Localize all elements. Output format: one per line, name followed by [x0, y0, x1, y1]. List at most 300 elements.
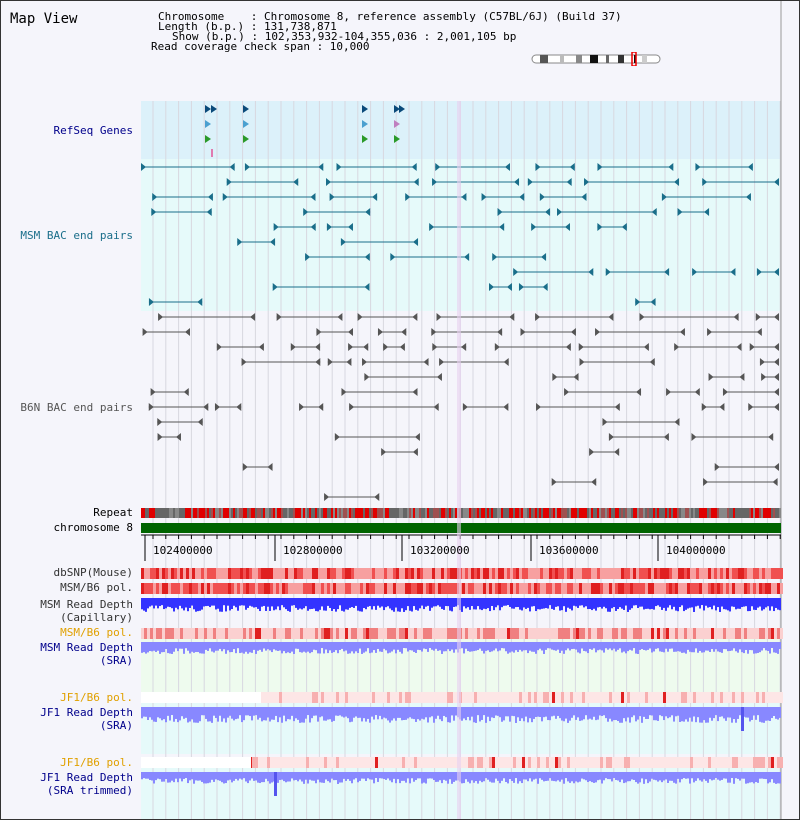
heat-cell	[531, 568, 534, 579]
depth-bar	[235, 772, 237, 779]
bac-end-marker	[207, 208, 212, 216]
depth-bar	[287, 707, 289, 719]
heat-cell	[147, 628, 150, 639]
depth-bar	[447, 772, 449, 784]
bac-end-marker	[774, 343, 779, 351]
heat-cell	[321, 757, 324, 768]
depth-bar	[509, 707, 511, 722]
heat-cell	[585, 628, 588, 639]
depth-bar	[381, 642, 383, 652]
depth-bar	[635, 707, 637, 721]
depth-bar	[337, 707, 339, 716]
depth-bar	[439, 642, 441, 650]
depth-bar	[255, 598, 257, 607]
heat-cell	[291, 692, 294, 703]
bac-end-marker	[567, 178, 572, 186]
depth-bar	[435, 598, 437, 606]
repeat-cell	[703, 508, 705, 518]
heat-cell	[423, 628, 426, 639]
depth-bar	[267, 598, 269, 607]
depth-bar	[547, 598, 549, 609]
gene-feature	[394, 135, 400, 143]
heat-cell	[711, 583, 714, 594]
depth-bar	[643, 598, 645, 609]
bac-end-marker	[335, 433, 340, 441]
depth-bar	[489, 642, 491, 652]
depth-bar	[695, 598, 697, 606]
heat-cell	[555, 757, 558, 768]
heat-cell	[270, 757, 273, 768]
depth-bar	[235, 598, 237, 607]
depth-bar	[373, 642, 375, 650]
heat-cell	[378, 628, 381, 639]
depth-bar	[563, 707, 565, 721]
depth-bar	[379, 642, 381, 651]
heat-cell	[741, 628, 744, 639]
depth-bar	[617, 598, 619, 609]
repeat-cell	[369, 508, 371, 518]
depth-bar	[609, 598, 611, 612]
depth-bar	[747, 772, 749, 783]
heat-cell	[780, 757, 783, 768]
coverage-span-info: Read coverage check span : 10,000	[151, 40, 370, 53]
bac-end-marker	[589, 448, 594, 456]
depth-bar	[633, 707, 635, 715]
bac-end-marker	[184, 388, 189, 396]
heat-cell	[309, 757, 312, 768]
depth-bar	[431, 707, 433, 716]
heat-cell	[540, 628, 543, 639]
depth-bar	[475, 598, 477, 609]
depth-bar	[223, 598, 225, 605]
heat-cell	[189, 583, 192, 594]
repeat-cell	[493, 508, 495, 518]
repeat-cell	[439, 508, 441, 518]
heat-cell	[414, 692, 417, 703]
depth-bar	[185, 707, 187, 718]
bac-end-marker	[519, 283, 524, 291]
bac-end-marker	[141, 163, 146, 171]
heat-cell	[267, 628, 270, 639]
depth-bar	[325, 772, 327, 779]
depth-bar	[653, 598, 655, 610]
depth-bar	[253, 707, 255, 716]
heat-cell	[357, 568, 360, 579]
depth-bar	[619, 707, 621, 723]
depth-bar	[573, 642, 575, 649]
heat-cell	[495, 583, 498, 594]
depth-bar	[259, 642, 261, 650]
repeat-cell	[351, 508, 353, 518]
heat-cell	[228, 568, 231, 579]
heat-cell	[141, 583, 144, 594]
depth-bar	[599, 707, 601, 715]
heat-cell	[717, 692, 720, 703]
heat-cell	[669, 692, 672, 703]
heat-cell	[390, 692, 393, 703]
depth-bar	[587, 642, 589, 653]
repeat-cell	[237, 508, 239, 518]
heat-cell	[285, 583, 288, 594]
depth-bar	[373, 707, 375, 719]
repeat-cell	[495, 508, 497, 518]
repeat-cell	[171, 508, 173, 518]
depth-bar	[565, 598, 567, 612]
bac-end-marker	[346, 358, 351, 366]
depth-bar	[187, 642, 189, 651]
heat-cell	[363, 628, 366, 639]
depth-bar	[377, 707, 379, 719]
repeat-cell	[361, 508, 363, 518]
depth-bar	[507, 707, 509, 716]
heat-cell	[273, 568, 276, 579]
heat-cell	[765, 692, 768, 703]
heat-cell	[417, 692, 420, 703]
heat-cell	[420, 568, 423, 579]
repeat-cell	[375, 508, 377, 518]
heat-cell	[675, 757, 678, 768]
heat-cell	[396, 757, 399, 768]
heat-cell	[726, 583, 729, 594]
heat-cell	[690, 628, 693, 639]
heat-cell	[330, 692, 333, 703]
depth-bar	[343, 598, 345, 612]
heat-cell	[375, 628, 378, 639]
bac-end-marker	[565, 223, 570, 231]
depth-bar	[337, 598, 339, 609]
depth-bar	[243, 642, 245, 654]
depth-bar	[421, 598, 423, 606]
heat-cell	[552, 757, 555, 768]
depth-bar	[597, 707, 599, 720]
heat-cell	[663, 568, 666, 579]
heat-cell	[291, 568, 294, 579]
heat-cell	[444, 692, 447, 703]
depth-bar	[761, 772, 763, 779]
heat-cell	[663, 628, 666, 639]
heat-cell	[198, 568, 201, 579]
bac-end-marker	[695, 388, 700, 396]
heat-cell	[741, 568, 744, 579]
heat-cell	[576, 583, 579, 594]
depth-bar	[641, 772, 643, 778]
heat-cell	[633, 583, 636, 594]
heat-cell	[624, 568, 627, 579]
repeat-cell	[353, 508, 355, 518]
heat-cell	[660, 568, 663, 579]
repeat-cell	[359, 508, 361, 518]
depth-bar	[193, 772, 195, 784]
depth-bar	[429, 642, 431, 648]
depth-bar	[193, 598, 195, 609]
depth-bar	[273, 707, 275, 720]
repeat-cell	[533, 508, 535, 518]
heat-cell	[621, 568, 624, 579]
repeat-cell	[471, 508, 473, 518]
repeat-cell	[515, 508, 517, 518]
depth-bar	[473, 642, 475, 651]
heat-cell	[426, 628, 429, 639]
heat-cell	[381, 628, 384, 639]
depth-bar	[773, 642, 775, 652]
depth-bar	[445, 642, 447, 651]
depth-bar	[337, 772, 339, 784]
depth-bar	[229, 598, 231, 610]
depth-bar	[327, 772, 329, 781]
heat-cell	[462, 628, 465, 639]
bac-end-marker	[400, 343, 405, 351]
repeat-cell	[601, 508, 603, 518]
depth-bar	[289, 642, 291, 653]
heat-cell	[267, 692, 270, 703]
heat-cell	[294, 692, 297, 703]
repeat-cell	[405, 508, 407, 518]
repeat-cell	[593, 508, 595, 518]
heat-cell	[582, 583, 585, 594]
depth-bar	[309, 772, 311, 780]
depth-bar	[435, 707, 437, 719]
bac-end-marker	[566, 343, 571, 351]
repeat-cell	[179, 508, 181, 518]
depth-bar	[565, 707, 567, 719]
depth-bar	[243, 598, 245, 606]
depth-bar	[391, 772, 393, 782]
repeat-cell	[737, 508, 739, 518]
depth-bar	[543, 598, 545, 609]
repeat-cell	[149, 508, 151, 518]
depth-bar	[347, 707, 349, 718]
depth-bar	[441, 772, 443, 783]
repeat-cell	[611, 508, 613, 518]
depth-bar	[489, 707, 491, 721]
depth-bar	[345, 598, 347, 609]
heat-cell	[762, 628, 765, 639]
heat-cell	[330, 628, 333, 639]
depth-bar	[361, 707, 363, 721]
repeat-cell	[537, 508, 539, 518]
heat-cell	[411, 583, 414, 594]
repeat-cell	[209, 508, 211, 518]
heat-cell	[774, 628, 777, 639]
bac-end-marker	[748, 163, 753, 171]
depth-bar	[767, 598, 769, 606]
depth-bar	[523, 772, 525, 779]
bac-end-marker	[651, 298, 656, 306]
depth-bar	[537, 642, 539, 650]
depth-bar	[681, 598, 683, 605]
heat-cell	[630, 568, 633, 579]
repeat-cell	[283, 508, 285, 518]
repeat-cell	[419, 508, 421, 518]
depth-bar	[641, 598, 643, 607]
heat-cell	[468, 568, 471, 579]
heat-cell	[465, 692, 468, 703]
heat-cell	[219, 568, 222, 579]
heat-cell	[432, 628, 435, 639]
repeat-cell	[597, 508, 599, 518]
bac-end-marker	[760, 358, 765, 366]
heat-cell	[726, 692, 729, 703]
heat-cell	[429, 757, 432, 768]
depth-bar	[563, 598, 565, 606]
heat-cell	[366, 692, 369, 703]
heat-cell	[576, 628, 579, 639]
depth-bar	[387, 642, 389, 653]
heat-cell	[594, 628, 597, 639]
heat-cell	[573, 692, 576, 703]
depth-bar	[579, 598, 581, 606]
depth-bar	[665, 642, 667, 649]
repeat-cell	[527, 508, 529, 518]
repeat-cell	[167, 508, 169, 518]
heat-cell	[177, 583, 180, 594]
depth-bar	[303, 598, 305, 608]
heat-cell	[435, 568, 438, 579]
repeat-cell	[335, 508, 337, 518]
heat-cell	[309, 583, 312, 594]
depth-bar	[631, 642, 633, 651]
repeat-cell	[415, 508, 417, 518]
depth-bar	[345, 642, 347, 651]
depth-bar	[505, 642, 507, 651]
depth-bar	[643, 642, 645, 650]
repeat-cell	[441, 508, 443, 518]
repeat-cell	[549, 508, 551, 518]
depth-bar	[555, 642, 557, 651]
repeat-cell	[485, 508, 487, 518]
heat-cell	[747, 568, 750, 579]
depth-bar	[503, 772, 505, 778]
repeat-cell	[231, 508, 233, 518]
heat-cell	[597, 568, 600, 579]
repeat-cell	[253, 508, 255, 518]
depth-bar	[591, 707, 593, 720]
depth-bar	[387, 772, 389, 778]
depth-bar	[153, 772, 155, 784]
depth-bar	[237, 642, 239, 648]
heat-cell	[462, 692, 465, 703]
depth-bar	[279, 707, 281, 717]
depth-bar	[175, 772, 177, 779]
bac-end-marker	[774, 313, 779, 321]
depth-bar	[509, 598, 511, 607]
depth-bar	[395, 642, 397, 653]
depth-bar	[489, 772, 491, 782]
depth-bar	[211, 707, 213, 723]
heat-cell	[195, 568, 198, 579]
depth-bar	[713, 772, 715, 780]
depth-bar	[221, 707, 223, 722]
heat-cell	[606, 583, 609, 594]
depth-bar	[699, 772, 701, 780]
repeat-cell	[635, 508, 637, 518]
bac-end-marker	[746, 193, 751, 201]
heat-cell	[345, 757, 348, 768]
heat-cell	[255, 628, 258, 639]
heat-cell	[270, 568, 273, 579]
depth-bar	[379, 772, 381, 778]
depth-bar	[143, 642, 145, 652]
heat-cell	[369, 568, 372, 579]
depth-bar	[597, 642, 599, 650]
heat-cell	[438, 692, 441, 703]
heat-cell	[513, 757, 516, 768]
depth-bar	[429, 598, 431, 611]
depth-bar	[271, 707, 273, 720]
repeat-cell	[187, 508, 189, 518]
depth-bar	[151, 707, 153, 720]
heat-cell	[306, 757, 309, 768]
depth-bar	[329, 598, 331, 608]
heat-cell	[177, 568, 180, 579]
depth-bar	[269, 707, 271, 721]
depth-bar	[283, 642, 285, 651]
depth-bar	[579, 642, 581, 653]
depth-bar	[333, 598, 335, 609]
depth-bar	[431, 772, 433, 779]
heat-cell	[591, 692, 594, 703]
track-label-msm-depth-sra-sub: (SRA)	[99, 654, 133, 667]
heat-cell	[453, 583, 456, 594]
heat-cell	[654, 757, 657, 768]
heat-cell	[228, 628, 231, 639]
heat-cell	[651, 568, 654, 579]
depth-bar	[557, 642, 559, 650]
depth-bar	[611, 707, 613, 721]
depth-bar	[231, 642, 233, 652]
heat-cell	[357, 757, 360, 768]
track-label-msm-pol-1: MSM/B6 pol.	[60, 581, 133, 594]
heat-cell	[639, 757, 642, 768]
depth-bar	[605, 642, 607, 648]
repeat-cell	[299, 508, 301, 518]
heat-cell	[546, 628, 549, 639]
depth-bar	[719, 598, 721, 612]
depth-bar	[467, 707, 469, 717]
heat-cell	[420, 628, 423, 639]
heat-cell	[588, 568, 591, 579]
heat-cell	[342, 568, 345, 579]
repeat-cell	[285, 508, 287, 518]
heat-cell	[366, 757, 369, 768]
heat-cell	[654, 692, 657, 703]
bac-end-marker	[378, 328, 383, 336]
bac-end-marker	[358, 313, 363, 321]
depth-bar	[429, 772, 431, 778]
heat-cell	[543, 568, 546, 579]
depth-bar	[333, 707, 335, 721]
heat-cell	[495, 692, 498, 703]
bac-end-marker	[143, 328, 148, 336]
heat-cell	[549, 583, 552, 594]
depth-bar	[721, 772, 723, 780]
heat-cell	[738, 568, 741, 579]
depth-bar	[695, 642, 697, 648]
bac-end-marker	[273, 283, 278, 291]
heat-cell	[279, 583, 282, 594]
heat-cell	[546, 692, 549, 703]
bac-end-marker	[614, 448, 619, 456]
depth-bar	[357, 707, 359, 718]
heat-cell	[348, 757, 351, 768]
bac-end-marker	[674, 343, 679, 351]
depth-bar	[599, 642, 601, 650]
depth-bar	[219, 707, 221, 716]
repeat-cell	[165, 508, 167, 518]
depth-bar	[735, 642, 737, 651]
depth-bar	[451, 772, 453, 784]
depth-bar	[347, 772, 349, 779]
